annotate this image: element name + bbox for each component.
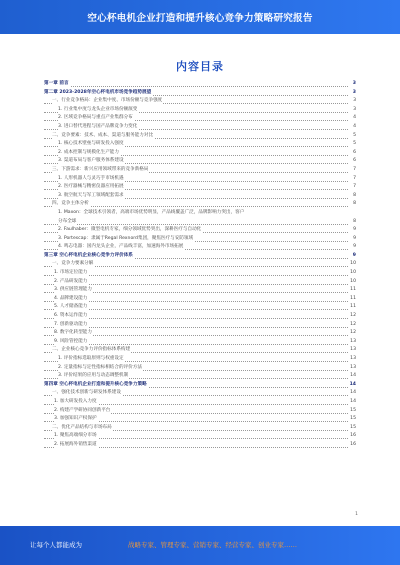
footer-roles: 战略专家、管理专家、营销专家、经营专家、创业专家…… (128, 541, 297, 549)
toc-entry[interactable] (44, 260, 356, 269)
toc-entry-page: 8 (352, 218, 356, 227)
toc-entry-label: 3. 加强知识产权保护 (54, 415, 98, 424)
toc-entry-page: 4 (352, 123, 356, 132)
toc-entry[interactable] (44, 200, 356, 209)
toc-entry-label: 6. 资本运作能力 (54, 312, 88, 321)
toc-entry-label: 3. Portescap：隶属于Regal Rexnord集团，聚焦医疗与安防领域 (58, 235, 194, 244)
toc-entry-label: 3. 评价结果的应用与动态调整机制 (58, 372, 129, 381)
toc-entry-page: 12 (349, 312, 356, 321)
toc-entry-label: 1. 评价指标选取原则与权重设定 (58, 355, 125, 364)
toc-entry-label: 二、优化产品结构与市场布局 (52, 424, 113, 433)
toc-entry[interactable] (44, 424, 356, 433)
toc-entry-page: 16 (349, 432, 356, 441)
report-header (0, 0, 400, 34)
toc-entry-label: 1. 行业集中度与龙头企业市场份额演变 (58, 106, 138, 115)
toc-entry-label: 9. 风险管控能力 (54, 338, 88, 347)
toc-entry-page: 9 (352, 226, 356, 235)
toc-entry-label: 2. Faulhaber：微型电机专家，细分领域优势突出，深耕医疗与自动化 (58, 226, 202, 235)
report-title: 空心杯电机企业打造和提升核心竞争力策略研究报告 (87, 13, 313, 24)
toc-entry-page: 6 (352, 157, 356, 166)
toc-entry-page: 15 (349, 407, 356, 416)
toc-entry-label: 4. 鸣志电器：国内龙头企业，产品线丰富，加速海外市场拓展 (58, 243, 184, 252)
toc-entry-label: 3. 进口替代进程与国产品牌竞争力变化 (58, 123, 138, 132)
toc-entry-label: 2. 医疗器械与精密仪器应用拓展 (58, 183, 125, 192)
toc-entry[interactable] (44, 89, 356, 98)
toc-entry[interactable] (44, 381, 356, 390)
toc-entry-label: 第三章 空心杯电机企业核心竞争力评价体系 (44, 252, 134, 261)
toc-entry-label: 8. 数字化转型能力 (54, 329, 93, 338)
toc-entry-page: 3 (352, 89, 356, 98)
toc-entry-label: 一、竞争力要素分解 (52, 260, 94, 269)
toc-heading: 内容目录 (176, 60, 224, 73)
toc-entry-page: 10 (349, 278, 356, 287)
toc-entry-page: 8 (352, 192, 356, 201)
toc-entry-label: 3. 航空航天与军工领域配套需求 (58, 192, 125, 201)
toc-entry-page: 16 (349, 441, 356, 450)
toc-entry[interactable] (44, 226, 356, 235)
toc-entry-label: 一、强化技术创新与研发体系建设 (52, 389, 122, 398)
toc-entry[interactable] (44, 441, 356, 450)
toc-entry-label: 1. 人形机器人与灵巧手市场机遇 (58, 175, 125, 184)
toc-entry-label: 2. 构建产学研协同创新平台 (54, 407, 111, 416)
toc-entry-label: 三、下游需求：新兴应用领域带来的竞争新格局 (52, 166, 149, 175)
toc-entry-page: 9 (352, 252, 356, 261)
toc-entry[interactable] (44, 286, 356, 295)
toc-entry-label: 第一章 前言 (44, 80, 70, 89)
toc-entry-label: 一、行业竞争格局：企业集中度、市场份额与竞争强度 (52, 97, 163, 106)
toc-entry-label: 2. 区域竞争格局与重点产业集群分布 (58, 114, 134, 123)
toc-entry[interactable] (44, 192, 356, 201)
toc-entry-page: 10 (349, 260, 356, 269)
toc-entry[interactable] (44, 372, 356, 381)
toc-leader-dots (44, 218, 348, 225)
toc-entry-label: 2. 成本控制与规模化生产能力 (58, 149, 120, 158)
toc-entry-label: 第四章 空心杯电机企业打造和提升核心竞争力策略 (44, 381, 148, 390)
footer-slogan: 让每个人都能成为 (30, 541, 82, 549)
toc-entry[interactable] (44, 114, 356, 123)
toc-entry[interactable] (44, 312, 356, 321)
toc-entry[interactable] (44, 295, 356, 304)
toc-entry-label: 1. 市场定位能力 (54, 269, 88, 278)
toc-entry[interactable] (44, 338, 356, 347)
toc-entry-page: 14 (349, 389, 356, 398)
toc-entry-page: 7 (352, 166, 356, 175)
toc-entry-page: 3 (352, 106, 356, 115)
table-of-contents (44, 80, 356, 450)
toc-entry[interactable] (44, 123, 356, 132)
toc-entry[interactable] (44, 97, 356, 106)
toc-leader-dots (44, 321, 348, 328)
toc-entry-label: 分布全球 (58, 218, 77, 227)
toc-entry-page: 8 (352, 200, 356, 209)
toc-entry[interactable] (44, 235, 356, 244)
toc-entry[interactable] (44, 149, 356, 158)
toc-entry[interactable] (44, 303, 356, 312)
toc-entry[interactable] (44, 346, 356, 355)
toc-leader-dots (44, 269, 348, 276)
toc-entry-page: 13 (349, 338, 356, 347)
toc-entry[interactable] (44, 80, 356, 89)
toc-entry[interactable] (44, 175, 356, 184)
toc-entry-page: 10 (349, 269, 356, 278)
toc-entry[interactable] (44, 183, 356, 192)
toc-leader-dots (44, 312, 348, 319)
toc-entry-page: 14 (349, 381, 356, 390)
toc-entry[interactable] (44, 209, 356, 218)
toc-entry[interactable] (44, 166, 356, 175)
page-number: 1 (355, 512, 358, 517)
toc-entry-page: 13 (349, 364, 356, 373)
toc-entry-page: 11 (349, 303, 356, 312)
toc-entry-page: 9 (352, 235, 356, 244)
toc-entry-label: 3. 供应链管理能力 (54, 286, 93, 295)
toc-entry-label: 7. 创新驱动能力 (54, 321, 88, 330)
toc-entry[interactable] (44, 106, 356, 115)
toc-entry[interactable] (44, 252, 356, 261)
toc-entry-label: 1. 加大研发投入力度 (54, 398, 98, 407)
toc-entry-label: 四、竞争主体分析 (52, 200, 90, 209)
toc-entry[interactable] (44, 364, 356, 373)
toc-entry[interactable] (44, 415, 356, 424)
toc-entry-page: 9 (352, 243, 356, 252)
toc-entry-page: 14 (349, 372, 356, 381)
toc-entry-label: 第二章 2023-2028年空心杯电机市场竞争趋势展望 (44, 89, 152, 98)
toc-entry-page: 5 (352, 140, 356, 149)
toc-entry[interactable] (44, 132, 356, 141)
toc-entry-label: 2. 产品研发能力 (54, 278, 88, 287)
toc-entry-label: 二、竞争要素：技术、成本、渠道与服务能力对比 (52, 132, 154, 141)
toc-entry-page: 12 (349, 329, 356, 338)
toc-entry[interactable] (44, 389, 356, 398)
toc-entry-label: 1. 核心技术壁垒与研发投入强度 (58, 140, 125, 149)
toc-entry-label: 二、企业核心竞争力评价指标体系构建 (52, 346, 131, 355)
toc-entry-page: 15 (349, 415, 356, 424)
toc-entry-page: 15 (349, 424, 356, 433)
toc-entry-page: 6 (352, 149, 356, 158)
toc-entry-page: 7 (352, 183, 356, 192)
toc-entry[interactable] (44, 140, 356, 149)
toc-leader-dots (44, 303, 348, 310)
report-footer (0, 526, 400, 565)
toc-entry[interactable] (44, 329, 356, 338)
toc-entry-page: 14 (349, 398, 356, 407)
toc-entry-label: 3. 渠道布局与客户服务体系建设 (58, 157, 125, 166)
toc-entry-page: 12 (349, 321, 356, 330)
toc-entry-label: 2. 拓展海外销售渠道 (54, 441, 98, 450)
toc-entry[interactable] (44, 398, 356, 407)
toc-entry[interactable] (44, 355, 356, 364)
toc-entry[interactable] (44, 278, 356, 287)
toc-entry-page: 11 (349, 295, 356, 304)
toc-leader-dots (44, 295, 348, 302)
toc-entry-page: 5 (352, 132, 356, 141)
toc-entry-label: 2. 定量指标与定性指标相结合的评价方法 (58, 364, 143, 373)
toc-entry-label: 1. 聚焦高端细分市场 (54, 432, 98, 441)
toc-entry-label: 1. Maxon：全球技术引领者，高端市场优势明显，产品线覆盖广泛，品牌影响力突出，客户 (58, 209, 245, 218)
toc-entry[interactable] (44, 218, 356, 227)
toc-entry[interactable] (44, 432, 356, 441)
toc-entry[interactable] (44, 157, 356, 166)
toc-entry-label: 5. 人才储备能力 (54, 303, 88, 312)
toc-entry[interactable] (44, 407, 356, 416)
toc-entry[interactable] (44, 321, 356, 330)
toc-entry-page: 13 (349, 355, 356, 364)
toc-entry-page: 11 (349, 286, 356, 295)
toc-entry-page: 4 (352, 114, 356, 123)
toc-entry-page: 7 (352, 175, 356, 184)
toc-leader-dots (44, 80, 348, 87)
toc-leader-dots (44, 338, 348, 345)
toc-entry-page: 3 (352, 97, 356, 106)
toc-entry-page: 3 (352, 80, 356, 89)
toc-entry-page: 13 (349, 346, 356, 355)
toc-entry[interactable] (44, 243, 356, 252)
toc-entry[interactable] (44, 269, 356, 278)
toc-entry-label: 4. 品牌建设能力 (54, 295, 88, 304)
toc-leader-dots (44, 278, 348, 285)
